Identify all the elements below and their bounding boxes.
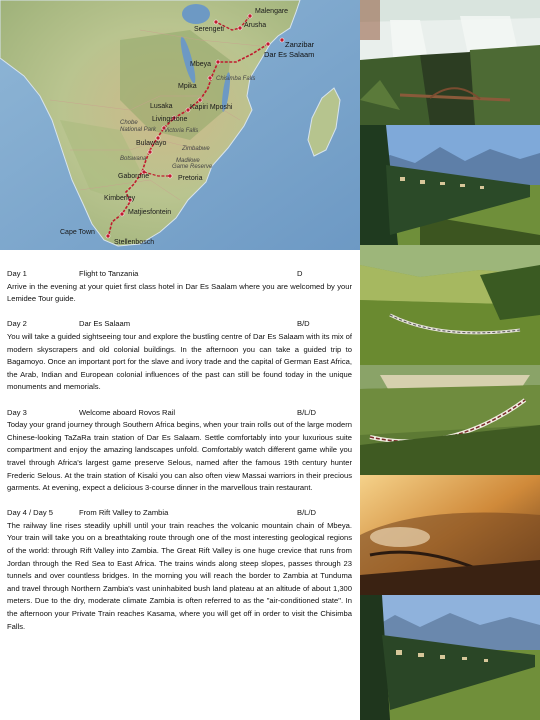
day-header — [7, 407, 352, 420]
day-meals: B/D — [297, 319, 310, 329]
day-number: Day 4 / Day 5 — [7, 508, 54, 518]
route-map — [0, 0, 360, 250]
label-zanzibar: Zanzibar — [285, 40, 315, 49]
photo-train-bottom — [360, 595, 540, 720]
day-header — [7, 507, 352, 520]
label-pretoria: Pretoria — [178, 175, 203, 182]
day-meals: B/L/D — [297, 407, 316, 417]
label-matjiesfontein: Matjiesfontein — [128, 209, 172, 216]
day-description: You will take a guided sightseeing tour and explore the bustling centre of Dar Es Salaam with its mix of modern skyscrapers and old colonial buildings. In the afternoon you can take a guided trip to Bagamoyo. Once an important port for the slave and ivory trade and the capital of German East Africa, the Arab, Indian and European colonial influences of the past can still be found today in the unique monuments and memorials. — [7, 331, 352, 392]
label-gaborone: Gaborone — [118, 173, 150, 180]
photo-victoria-falls — [360, 0, 540, 125]
label-bulawayo: Bulawayo — [136, 140, 167, 147]
photo-train-sunset — [360, 475, 540, 595]
label-mbeya: Mbeya — [190, 61, 212, 68]
label-game-reserve: Game Reserve — [172, 164, 213, 170]
stop-matjiesfontein — [120, 212, 124, 216]
photo-train-curve — [360, 365, 540, 475]
label-chisimba-falls: Chisimba Falls — [216, 76, 256, 82]
photo-strip — [360, 0, 540, 720]
label-livingstone: Livingstone — [152, 116, 188, 123]
day-number: Day 1 — [7, 269, 27, 278]
label-chobe-line1: Chobe — [120, 120, 138, 126]
day-header — [7, 268, 352, 281]
label-botswana: Botswana — [120, 156, 147, 162]
label-arusha: Arusha — [244, 22, 267, 29]
label-cape-town: Cape Town — [60, 229, 95, 236]
label-victoria-falls: Victoria Falls — [164, 128, 199, 134]
itinerary-day — [7, 507, 352, 633]
label-malengare: Malengare — [255, 8, 289, 15]
day-header — [7, 318, 352, 331]
day-title: Dar Es Salaam — [79, 319, 131, 329]
label-kimberley: Kimberley — [104, 195, 136, 202]
stop-cape-town — [106, 234, 110, 238]
stop-serengeti — [214, 20, 218, 24]
stop-malengare — [248, 14, 252, 18]
day-number: Day 2 — [7, 319, 27, 329]
label-serengeti: Serengeti — [194, 26, 224, 33]
lake-victoria — [182, 4, 210, 24]
stop-dar-es-salaam — [266, 42, 270, 46]
label-madikwe: Madikwe — [176, 158, 200, 164]
label-mpika: Mpika — [178, 83, 197, 90]
stop-mbeya — [216, 60, 220, 64]
label-stellenbosch: Stellenbosch — [114, 239, 155, 246]
itinerary-day — [7, 407, 352, 495]
itinerary-day — [7, 268, 352, 306]
day-description: The railway line rises steadily uphill until your train reaches the volcanic mountain chain of Mbeya. Your train will take you on a breathtaking route through one of the most interesting geological regions of the world: through Rift Valley into Zambia. The Great Rift Valley is one huge crevice that runs from Jordan through the Red Sea to East Africa. The trains winds along steep slopes, passes through 23 tunnels and over countless bridges. In the morning you will reach the border to Zambia at Tunduma and travel through Northern Zambia's vast uninhabited bush land plateau at an altitude of about 1,300 meters. Due to the dry, moderate climate Zambia is often referred to as the "air-conditioned state". In the afternoon your Private Train reaches Kasama, where you will get off in order to visit the Chisimba Falls. — [7, 520, 352, 631]
label-lusaka: Lusaka — [150, 103, 173, 110]
day-meals: B/L/D — [297, 508, 316, 518]
day-meals: D — [297, 269, 303, 278]
label-dar-es-salaam: Dar Es Salaam — [264, 50, 315, 59]
day-title: Flight to Tanzania — [79, 269, 139, 278]
day-number: Day 3 — [7, 407, 27, 417]
itinerary-day — [7, 318, 352, 394]
stop-bulawayo — [148, 150, 152, 154]
stop-zanzibar — [280, 38, 284, 42]
stop-chisimba — [208, 76, 212, 80]
photo-train-valley — [360, 245, 540, 365]
label-chobe-line2: National Park — [120, 127, 157, 133]
stop-mpika — [198, 98, 202, 102]
label-kapiri-mposhi: Kapiri Mposhi — [190, 104, 233, 111]
stop-arusha — [238, 26, 242, 30]
day-description: Arrive in the evening at your quiet first class hotel in Dar Es Saalam where you are welcomed by your Lemidee Tour guide. — [7, 281, 352, 304]
label-zimbabwe: Zimbabwe — [182, 146, 210, 152]
day-title: From Rift Valley to Zambia — [79, 508, 169, 518]
day-description: Today your grand journey through Southern Africa begins, when your train rolls out of the large modern Chinese-looking TaZaRa train station of Dar Es Salaam. Settle comfortably into your luxurious suite compartment and enjoy the amazing landscapes unfold. Comfortably watch different game while you travel through Africa's largest game preserve Selous, named after the famous 19th century hunter Frederic Selous. At the train station of Kisaki you can also often view Massai warriors in their precious garments. At evening, expect a delicious 3-course dinner in the marvellous train restaurant. — [7, 420, 352, 493]
day-title: Welcome aboard Rovos Rail — [79, 407, 176, 417]
itinerary — [7, 268, 352, 646]
photo-train-mountains — [360, 125, 540, 245]
